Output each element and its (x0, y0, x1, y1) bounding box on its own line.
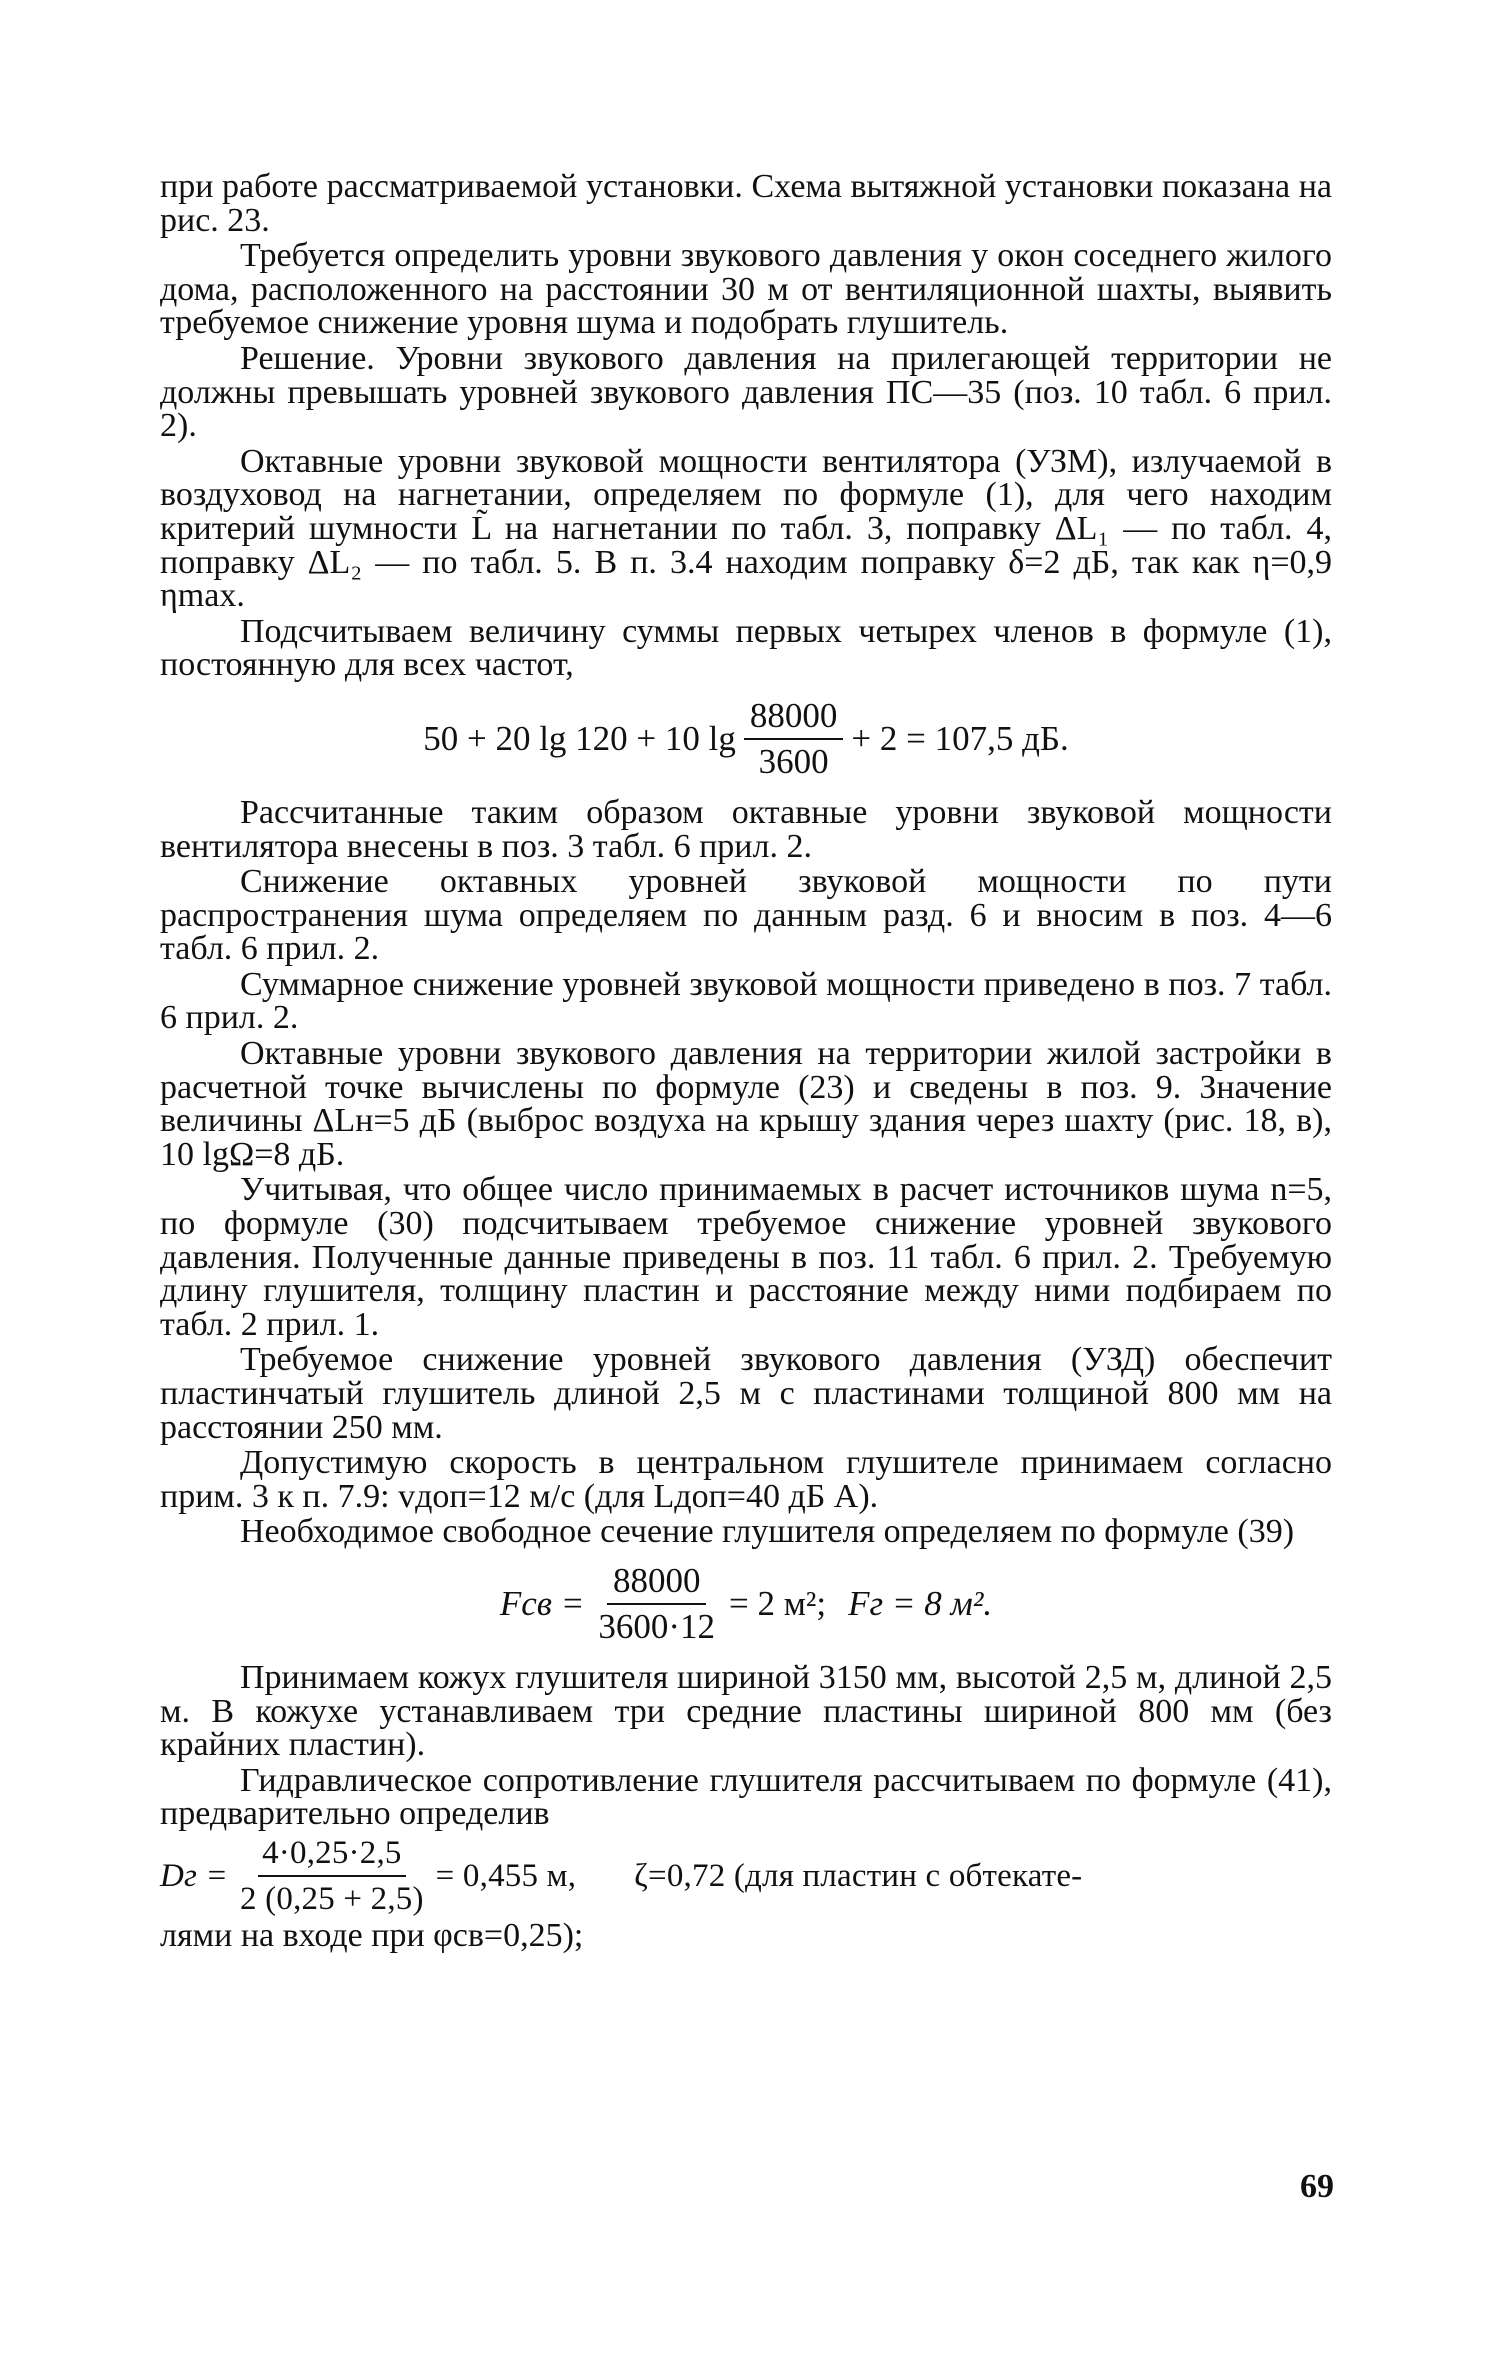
formula-zeta: ζ=0,72 (для пластин с обтекате- (634, 1857, 1083, 1894)
numerator: 88000 (607, 1561, 707, 1605)
formula-sum (160, 696, 1332, 782)
paragraph: Суммарное снижение уровней звуковой мощности приведено в поз. 7 табл. 6 прил. 2. (160, 965, 1332, 1037)
paragraph: Рассчитанные таким образом октавные уровни звуковой мощности вентилятора внесены в поз. 3 табл. 6 прил. 2. (160, 793, 1332, 865)
formula-rhs-2: Fг = 8 м². (848, 1583, 993, 1623)
formula-left: 50 + 20 lg 120 + 10 lg (423, 718, 736, 758)
paragraph: Требуется определить уровни звукового давления у окон соседнего жилого дома, расположенного на расстоянии 30 м от вентиляционной шахты, выявить требуемое снижение уровня шума и подобрать глушитель. (160, 237, 1332, 342)
fraction (236, 1833, 428, 1919)
formula-rhs: = 0,455 м, (435, 1857, 577, 1894)
paragraph: Необходимое свободное сечение глушителя определяем по формуле (39) (240, 1513, 1295, 1551)
denominator: 2 (0,25 + 2,5) (240, 1880, 424, 1917)
formula-lhs: Dг = (160, 1857, 229, 1894)
paragraph: Снижение октавных уровней звуковой мощности по пути распространения шума определяем по данным разд. 6 и вносим в поз. 4—6 табл. 6 прил. 2. (160, 863, 1332, 968)
denominator: 3600 (758, 741, 829, 781)
formula-free-section (160, 1561, 1332, 1647)
paragraph-tail: лями на входе при φсв=0,25); (160, 1916, 584, 1954)
paragraph: Подсчитываем величину суммы первых четырех членов в формуле (1), постоянную для всех частот, (160, 612, 1332, 684)
numerator: 4·0,25·2,5 (258, 1833, 405, 1877)
paragraph: Решение. Уровни звукового давления на прилегающей территории не должны превышать уровней звукового давления ПС—35 (поз. 10 табл. 6 прил. 2). (160, 339, 1332, 445)
fraction (744, 696, 844, 782)
paragraph: Допустимую скорость в центральном глушителе принимаем согласно прим. 3 к п. 7.9: vдоп=12 м/с (для Lдоп=40 дБ А). (160, 1444, 1332, 1515)
paragraph: Октавные уровни звуковой мощности вентилятора (УЗМ), излучаемой в воздуховод на нагнетании, определяем по формуле (1), для чего находим критерий шумности L̃ на нагнетании по табл. 3, поправку ΔL₁ — по табл. 4, поправку ΔL₂ — по табл. 5. В п. 3.4 находим поправку δ=2 дБ, так как η=0,9 ηmax. (160, 442, 1332, 615)
paragraph: Принимаем кожух глушителя шириной 3150 мм, высотой 2,5 м, длиной 2,5 м. В кожухе устанавливаем три средние пластины шириной 800 мм (без крайних пластин). (160, 1658, 1332, 1764)
paragraph: Требуемое снижение уровней звукового давления (УЗД) обеспечит пластинчатый глушитель длиной 2,5 м с пластинами толщиной 800 мм на расстоянии 250 мм. (160, 1341, 1332, 1446)
formula-hydraulic-diameter (160, 1833, 1332, 1919)
paragraph: Учитывая, что общее число принимаемых в расчет источников шума n=5, по формуле (30) подсчитываем требуемое снижение уровней звукового давления. Полученные данные приведены в поз. 11 табл. 6 прил. 2. Требуемую длину глушителя, толщину пластин и расстояние между ними подбираем по табл. 2 прил. 1. (160, 1171, 1332, 1343)
page-body (160, 170, 1332, 1953)
denominator: 3600·12 (598, 1606, 716, 1646)
formula-right: + 2 = 107,5 дБ. (851, 718, 1069, 758)
formula-lhs: Fсв = (499, 1583, 585, 1623)
paragraph: Октавные уровни звукового давления на территории жилой застройки в расчетной точке вычислены по формуле (23) и сведены в поз. 9. Значение величины ΔLн=5 дБ (выброс воздуха на крышу здания через шахту (рис. 18, в), 10 lgΩ=8 дБ. (160, 1035, 1332, 1173)
page-number: 69 (1300, 2168, 1334, 2205)
fraction (592, 1561, 721, 1647)
numerator: 88000 (744, 696, 844, 740)
formula-rhs: = 2 м²; (729, 1583, 827, 1623)
paragraph: Гидравлическое сопротивление глушителя рассчитываем по формуле (41), предварительно определив (160, 1761, 1332, 1833)
paragraph: при работе рассматриваемой установки. Схема вытяжной установки показана на рис. 23. (160, 168, 1332, 239)
